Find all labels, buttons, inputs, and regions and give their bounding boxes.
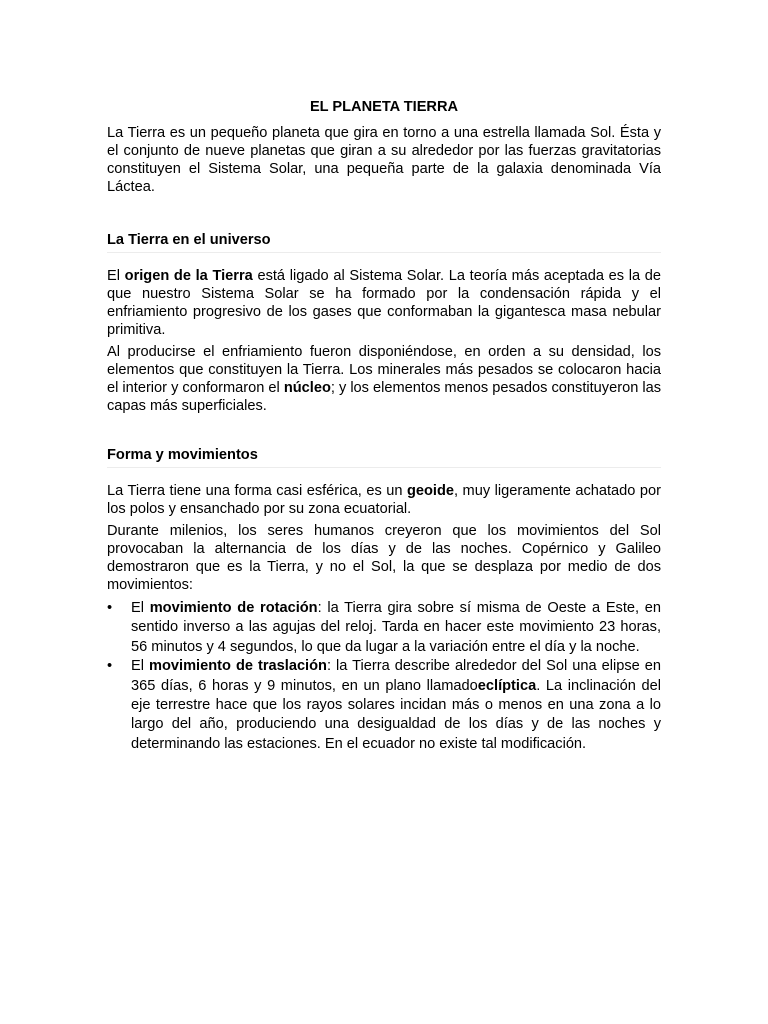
text-span: . La inclinación del eje terrestre hace que los rayos solares incidan más o menos en una zona a lo largo del año, produciendo una desigualdad de los días y de las noches y determinando las estaciones. En el ecuador no existe tal modificación.	[131, 677, 661, 752]
bullet-icon: •	[107, 658, 113, 675]
text-span: : la Tierra describe alrededor del Sol una elipse en 365 días, 6 horas y 9 minutos, en un plano llamado	[131, 658, 662, 694]
text-span: El	[107, 268, 125, 284]
paragraph-movimientos: Durante milenios, los seres humanos creyeron que los movimientos del Sol provocaban la alternancia de los días y de las noches. Copérnico y Galileo demostraron que es la Tierra, y no el Sol, la que se desplaza por medio de dos movimientos:	[107, 523, 661, 593]
bold-term-geoide: geoide	[406, 483, 455, 499]
intro-paragraph: La Tierra es un pequeño planeta que gira en torno a una estrella llamada Sol. Ésta y el conjunto de nueve planetas que giran a su alrededor por las fuerzas gravitatorias constituyen el Sistema Solar, una pequeña parte de la galaxia denominada Vía Láctea.	[107, 125, 661, 195]
movements-list	[107, 599, 661, 754]
list-item-rotacion	[107, 599, 661, 657]
bullet-icon: •	[107, 600, 113, 616]
text-span: : la Tierra gira sobre sí misma de Oeste a Este, en sentido inverso a las agujas del reloj. Tarda en hacer este movimiento 23 horas, 56 minutos y 4 segundos, lo que da lugar a la variación entre el día y la noche.	[131, 600, 662, 655]
text-span: está ligado al Sistema Solar. La teoría más aceptada es la de que nuestro Sistema Solar se ha formado por la condensación rápida y el enfriamiento progresivo de los gases que conformaban la gigantesca masa nebular primitiva.	[107, 268, 661, 338]
document-title: EL PLANETA TIERRA	[309, 99, 459, 115]
bold-term-ecliptica: eclíptica	[477, 677, 537, 694]
paragraph-geoide	[107, 482, 661, 518]
paragraph-origen	[107, 267, 661, 339]
bold-term-origen: origen de la Tierra	[124, 268, 253, 284]
text-span: , muy ligeramente achatado por los polos y ensanchado por su zona ecuatorial.	[107, 483, 661, 517]
text-span: Al producirse el enfriamiento fueron disponiéndose, en orden a su densidad, los elementos que constituyen la Tierra. Los minerales más pesados se colocaron hacia el interior y conformaron el	[107, 344, 661, 396]
list-item-traslacion	[107, 657, 661, 754]
section-heading-universo: La Tierra en el universo	[107, 231, 661, 253]
paragraph-enfriamiento	[107, 343, 661, 415]
text-span: ; y los elementos menos pesados constituyeron las capas más superficiales.	[107, 380, 662, 414]
text-span: El	[131, 658, 150, 675]
bold-term-traslacion: movimiento de traslación	[149, 658, 327, 675]
section-heading-forma: Forma y movimientos	[107, 446, 661, 468]
document-body	[107, 97, 661, 754]
text-span: La Tierra tiene una forma casi esférica, es un	[107, 483, 407, 499]
text-span: El	[131, 600, 150, 616]
bold-term-rotacion: movimiento de rotación	[149, 600, 318, 616]
bold-term-nucleo: núcleo	[283, 380, 331, 396]
